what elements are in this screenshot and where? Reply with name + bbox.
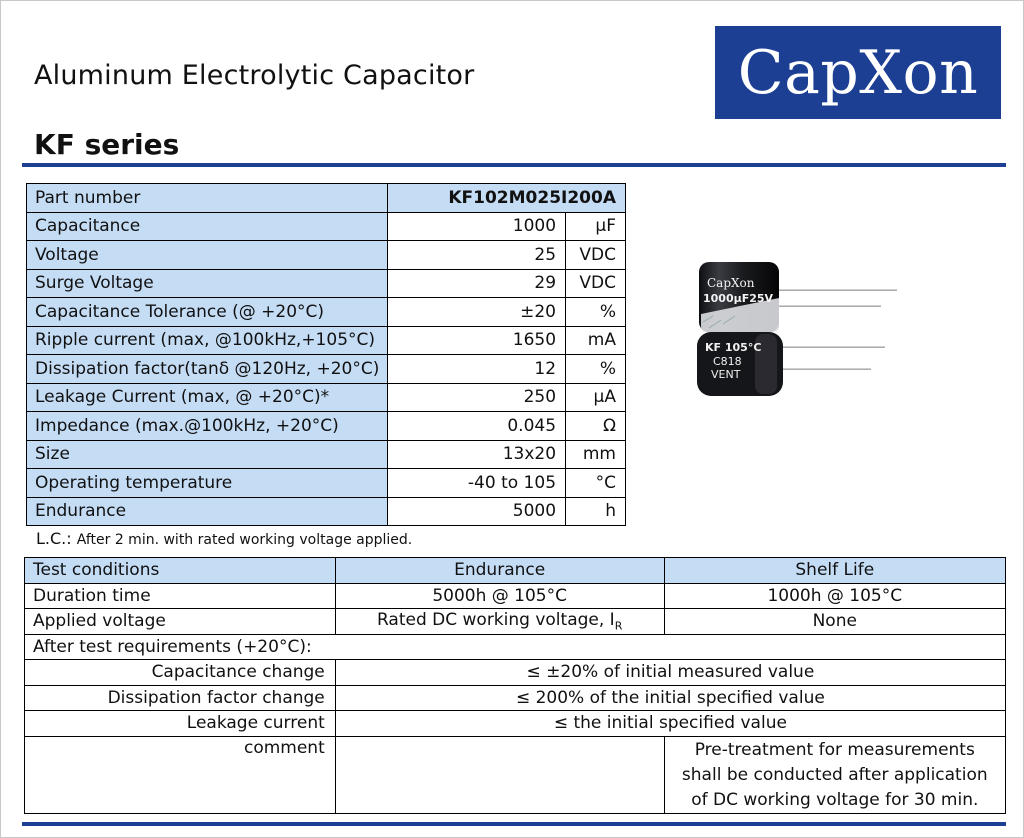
spec-label: Capacitance Tolerance (@ +20°C) bbox=[27, 298, 388, 327]
spec-row bbox=[27, 269, 626, 298]
spec-row bbox=[27, 355, 626, 384]
spec-table bbox=[26, 183, 626, 526]
requirement-label: Dissipation factor change bbox=[25, 685, 336, 711]
test-header: Test conditions bbox=[25, 558, 336, 584]
spec-value: 5000 bbox=[388, 497, 566, 526]
spec-row bbox=[27, 469, 626, 498]
spec-label: Capacitance bbox=[27, 212, 388, 241]
lc-note bbox=[36, 529, 412, 548]
spec-label: Surge Voltage bbox=[27, 269, 388, 298]
lc-note-prefix: L.C.: bbox=[36, 529, 72, 548]
spec-value: 29 bbox=[388, 269, 566, 298]
spec-row bbox=[27, 440, 626, 469]
spec-row bbox=[27, 326, 626, 355]
test-header: Endurance bbox=[335, 558, 664, 584]
cap-code-text: C818 bbox=[713, 355, 742, 368]
spec-unit: μF bbox=[566, 212, 626, 241]
test-label: Duration time bbox=[25, 583, 336, 609]
part-number-value: KF102M025I200A bbox=[388, 184, 626, 213]
document-title: Aluminum Electrolytic Capacitor bbox=[34, 60, 475, 91]
spec-row bbox=[27, 212, 626, 241]
spec-row bbox=[27, 497, 626, 526]
spec-value: 1000 bbox=[388, 212, 566, 241]
cap-vent-text: VENT bbox=[711, 368, 741, 381]
series-title: KF series bbox=[34, 128, 180, 161]
test-header-row bbox=[25, 558, 1006, 584]
spec-label: Endurance bbox=[27, 497, 388, 526]
spec-label: Operating temperature bbox=[27, 469, 388, 498]
test-header: Shelf Life bbox=[664, 558, 1005, 584]
spec-label: Leakage Current (max, @ +20°C)* bbox=[27, 383, 388, 412]
spec-row bbox=[27, 298, 626, 327]
header-divider bbox=[22, 163, 1006, 167]
spec-row bbox=[27, 241, 626, 270]
spec-unit: VDC bbox=[566, 241, 626, 270]
spec-label: Impedance (max.@100kHz, +20°C) bbox=[27, 412, 388, 441]
lead-wire bbox=[779, 368, 871, 370]
comment-label: comment bbox=[25, 736, 336, 813]
requirement-value: ≤ 200% of the initial specified value bbox=[335, 685, 1005, 711]
cap-brand-text: CapXon bbox=[707, 276, 755, 290]
requirement-row bbox=[25, 685, 1006, 711]
spec-label: Part number bbox=[27, 184, 388, 213]
spec-value: 13x20 bbox=[388, 440, 566, 469]
requirement-row bbox=[25, 711, 1006, 737]
shelf-value: None bbox=[664, 609, 1005, 635]
spec-unit: VDC bbox=[566, 269, 626, 298]
spec-value: 1650 bbox=[388, 326, 566, 355]
comment-text: Pre-treatment for measurements shall be conducted after application of DC working voltage for 30 min. bbox=[664, 736, 1005, 813]
spec-unit: mm bbox=[566, 440, 626, 469]
spec-unit: h bbox=[566, 497, 626, 526]
comment-empty-cell bbox=[335, 736, 664, 813]
lead-wire bbox=[779, 346, 885, 348]
footer-divider bbox=[22, 822, 1006, 826]
spec-row bbox=[27, 412, 626, 441]
capacitor-product-image bbox=[693, 256, 908, 404]
spec-unit: °C bbox=[566, 469, 626, 498]
lead-wire bbox=[771, 305, 881, 307]
lc-note-text: After 2 min. with rated working voltage applied. bbox=[76, 532, 413, 548]
spec-value: ±20 bbox=[388, 298, 566, 327]
test-row-voltage bbox=[25, 609, 1006, 635]
spec-value: 12 bbox=[388, 355, 566, 384]
test-label: Applied voltage bbox=[25, 609, 336, 635]
spec-value: -40 to 105 bbox=[388, 469, 566, 498]
spec-unit: Ω bbox=[566, 412, 626, 441]
spec-row-part-number bbox=[27, 184, 626, 213]
spec-label: Dissipation factor(tanδ @120Hz, +20°C) bbox=[27, 355, 388, 384]
capxon-logo: CapXon bbox=[715, 26, 1001, 119]
test-conditions-table bbox=[24, 557, 1006, 814]
test-row-after bbox=[25, 634, 1006, 660]
shelf-value: 1000h @ 105°C bbox=[664, 583, 1005, 609]
spec-unit: % bbox=[566, 298, 626, 327]
requirement-label: Capacitance change bbox=[25, 660, 336, 686]
requirement-row bbox=[25, 660, 1006, 686]
spec-unit: μA bbox=[566, 383, 626, 412]
requirement-value: ≤ ±20% of initial measured value bbox=[335, 660, 1005, 686]
spec-value: 25 bbox=[388, 241, 566, 270]
spec-value: 0.045 bbox=[388, 412, 566, 441]
spec-row bbox=[27, 383, 626, 412]
cap-rating-text: 1000μF25V bbox=[703, 292, 774, 305]
requirement-value: ≤ the initial specified value bbox=[335, 711, 1005, 737]
spec-label: Ripple current (max, @100kHz,+105°C) bbox=[27, 326, 388, 355]
spec-label: Size bbox=[27, 440, 388, 469]
cap-series-text: KF 105°C bbox=[705, 341, 762, 354]
test-row-duration bbox=[25, 583, 1006, 609]
endurance-value: Rated DC working voltage, $I_R$ bbox=[335, 609, 664, 635]
spec-value: 250 bbox=[388, 383, 566, 412]
lead-wire bbox=[771, 289, 897, 291]
spec-label: Voltage bbox=[27, 241, 388, 270]
after-test-label: After test requirements (+20°C): bbox=[25, 634, 1006, 660]
requirement-label: Leakage current bbox=[25, 711, 336, 737]
spec-unit: mA bbox=[566, 326, 626, 355]
comment-row bbox=[25, 736, 1006, 813]
endurance-value: 5000h @ 105°C bbox=[335, 583, 664, 609]
spec-unit: % bbox=[566, 355, 626, 384]
